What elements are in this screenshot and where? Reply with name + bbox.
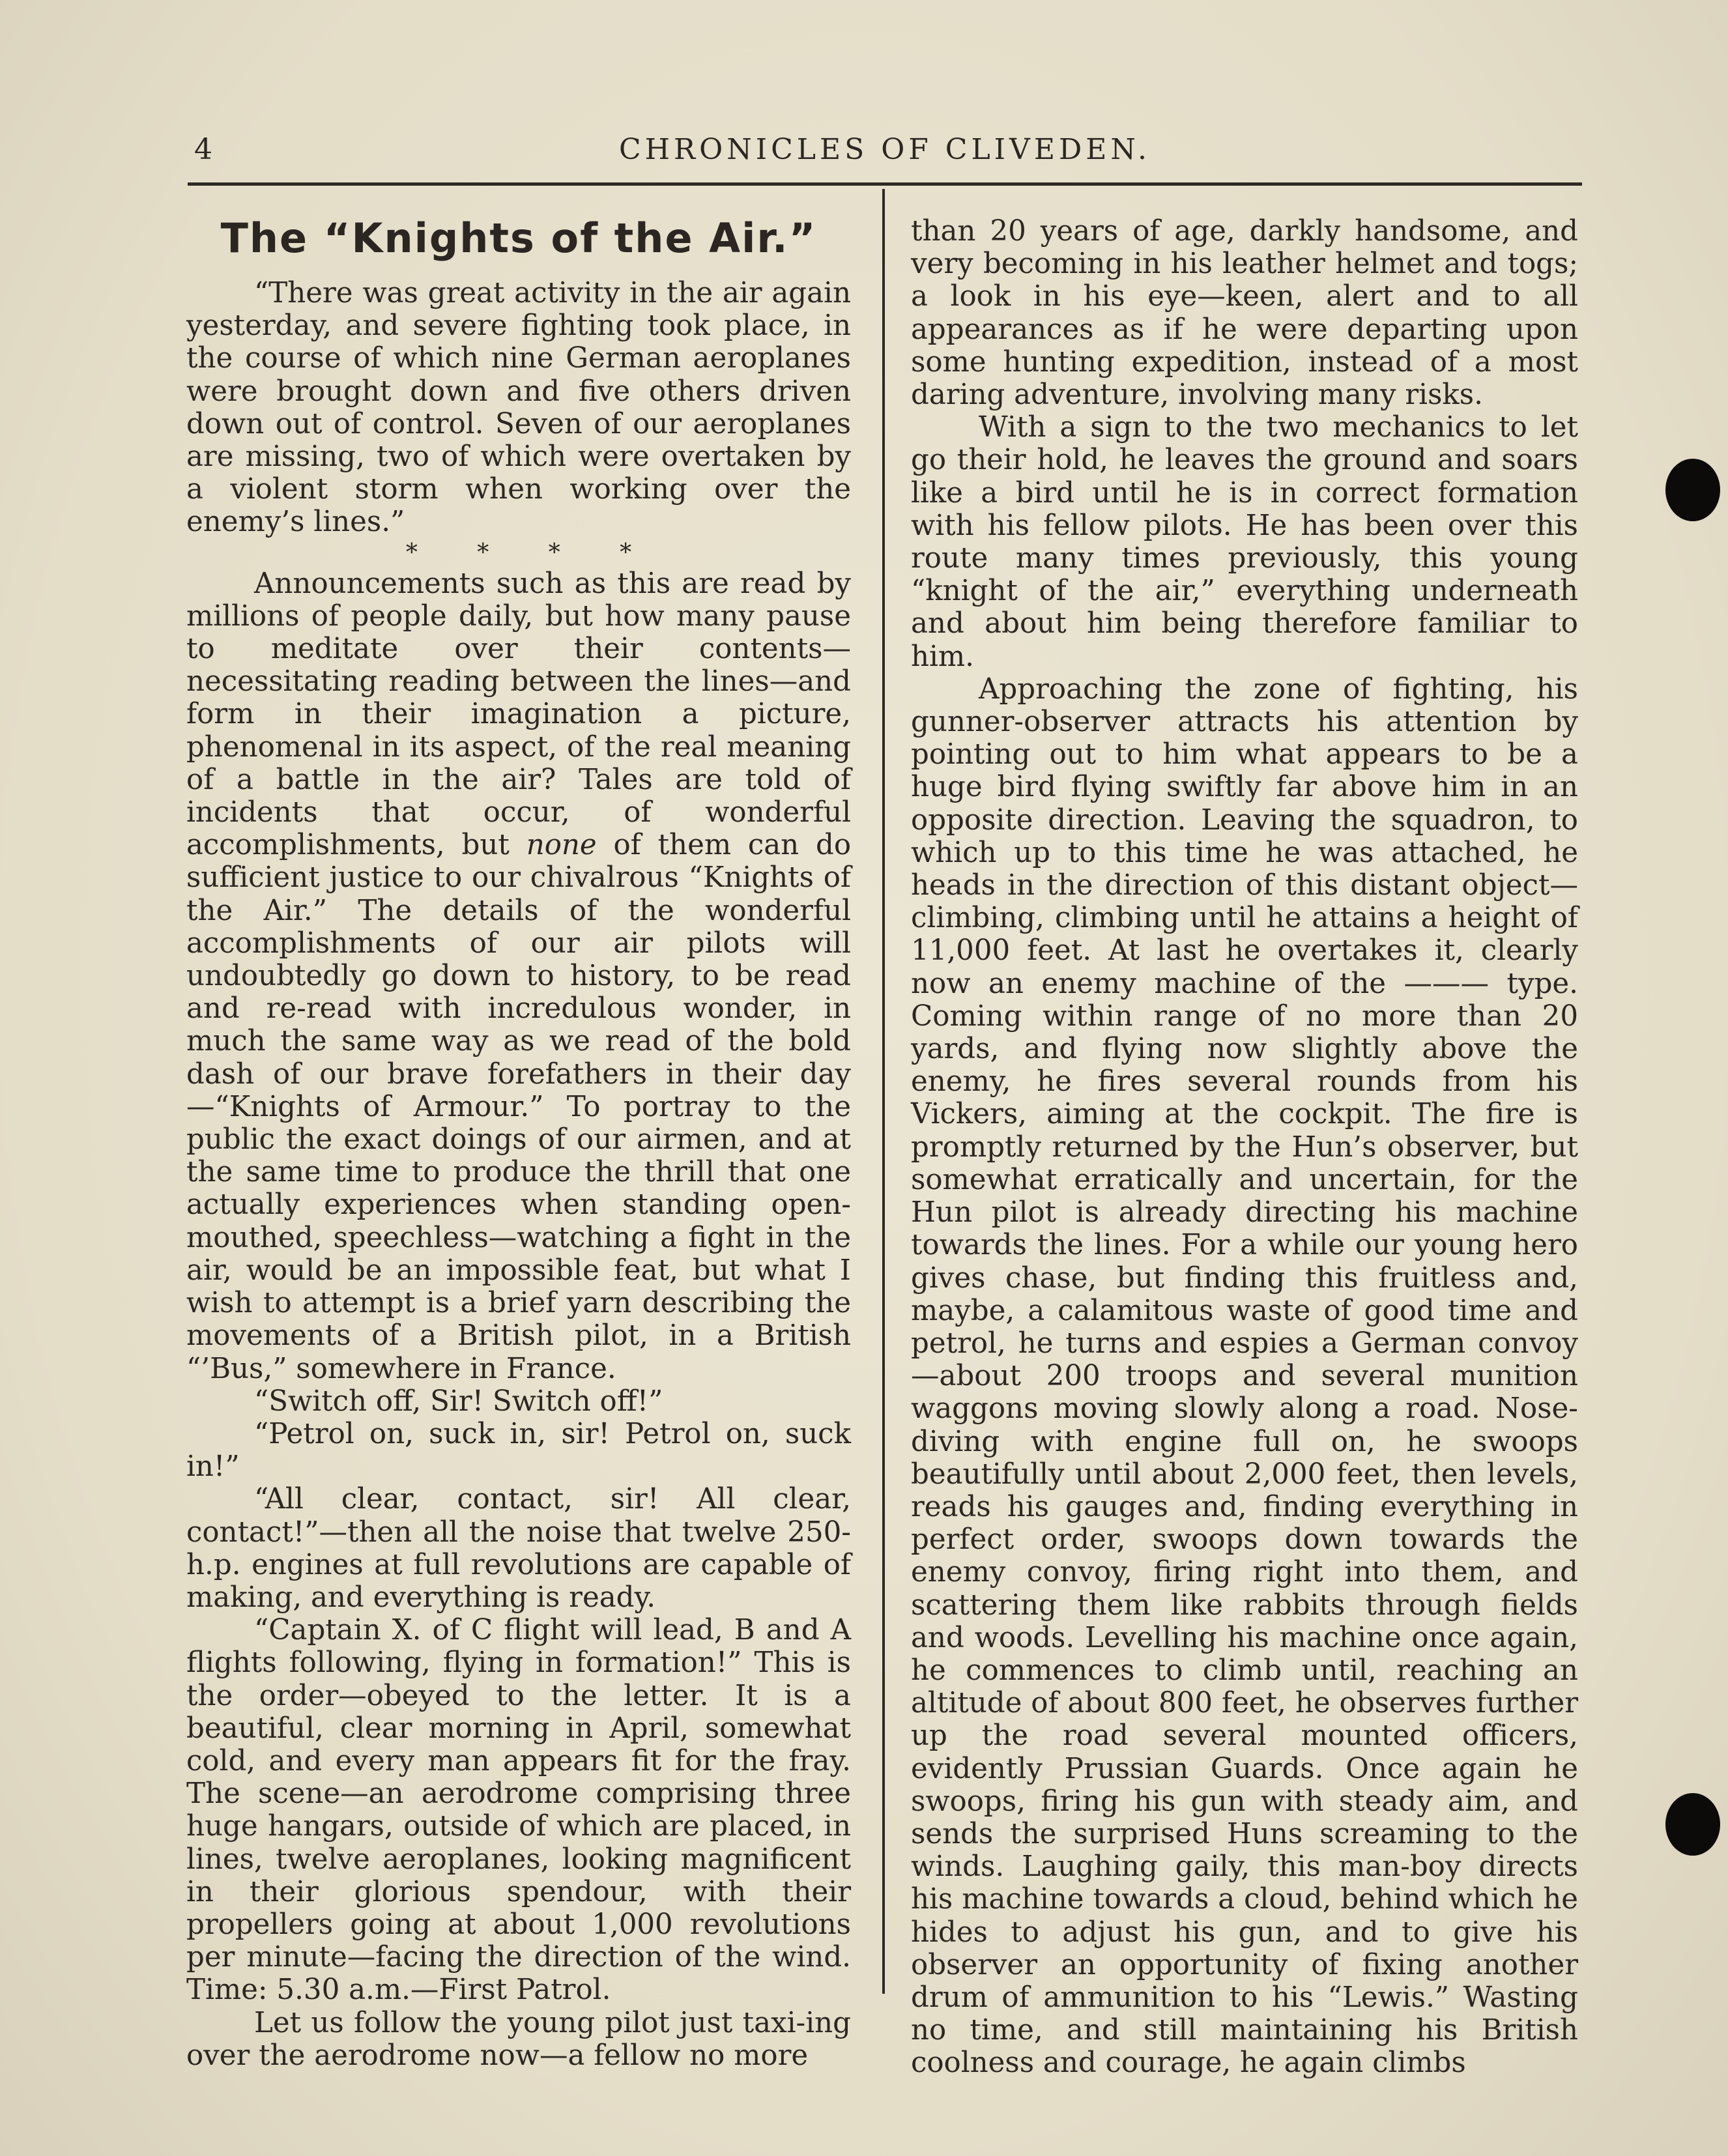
article-title: The “Knights of the Air.” (220, 214, 817, 262)
binding-hole (1665, 1793, 1720, 1856)
header-rule (188, 182, 1582, 186)
section-stars: * * * * (405, 539, 658, 566)
emphasis-word: none (526, 829, 597, 862)
dialogue-line: “All clear, contact, sir! All clear, contact!”—then all the noise that twelve 250-h.p. engines at full revolutions are capable of making, and everything is ready. (186, 1483, 851, 1614)
page-number: 4 (194, 133, 212, 166)
quote-paragraph: “There was great activity in the air again yesterday, and severe fighting took place, in the course of which nine German aeroplanes were brought down and five others driven down out of control. Seven of our aeroplanes are missing, two of which were overtaken by a violent storm when working over the enemy’s lines.” (186, 277, 851, 539)
binding-hole (1665, 459, 1720, 521)
body-text: Announcements such as this are read by millions of people daily, but how many pause to meditate over their contents—necessitating reading between the lines—and form in their imagination a picture, phenomenal in its aspect, of the real meaning of a battle in the air? Tales are told of incidents that occur, of wonderful accomplishments, but (186, 567, 851, 862)
running-title: CHRONICLES OF CLIVEDEN. (618, 133, 1151, 166)
body-text: of them can do sufficient justice to our chivalrous “Knights of the Air.” The details of the wonderful accomplishments of our air pilots will undoubtedly go down to history, to be read and re-read with incredulous wonder, in much the same way as we read of the bold dash of our brave forefathers in their day—“Knights of Armour.” To portray to the public the exact doings of our airmen, and at the same time to produce the thrill that one actually experiences when standing open-mouthed, speechless—watching a fight in the air, would be an impossible feat, but what I wish to attempt is a brief yarn describing the movements of a British pilot, in a British “’Bus,” somewhere in France. (186, 829, 852, 1385)
body-paragraph: than 20 years of age, darkly handsome, and very becoming in his leather helmet and togs; a look in his eye—keen, alert and to all appearances as if he were departing upon some hunting expedition, instead of a most daring adventure, involving many risks. (911, 215, 1578, 412)
left-column (186, 277, 851, 2072)
body-paragraph (186, 568, 851, 1385)
body-paragraph: With a sign to the two mechanics to let go their hold, he leaves the ground and soars like a bird until he is in correct formation with his fellow pilots. He has been over this route many times previously, this young “knight of the air,” everything underneath and about him being therefore familiar to him. (911, 411, 1578, 673)
dialogue-line: “Switch off, Sir! Switch off!” (254, 1385, 663, 1418)
body-paragraph: Approaching the zone of fighting, his gunner-observer attracts his attention by pointing out to him what appears to be a huge bird flying swiftly far above him in an opposite direction. Leaving the squadron, to which up to this time he was attached, he heads in the direction of this distant object—climbing, climbing until he attains a height of 11,000 feet. At last he overtakes it, clearly now an enemy machine of the ——— type. Coming within range of no more than 20 yards, and flying now slightly above the enemy, he fires several rounds from his Vickers, aiming at the cockpit. The fire is promptly returned by the Hun’s observer, but somewhat erratically and uncertain, for the Hun pilot is already directing his machine towards the lines. For a while our young hero gives chase, but finding this fruitless and, maybe, a calamitous waste of good time and petrol, he turns and espies a German convoy—about 200 troops and several munition waggons moving slowly along a road. Nose-diving with engine full on, he swoops beautifully until about 2,000 feet, then levels, reads his gauges and, finding everything in perfect order, swoops down towards the enemy convoy, firing right into them, and scattering them like rabbits through fields and woods. Levelling his machine once again, he commences to climb until, reaching an altitude of about 800 feet, he observes further up the road several mounted officers, evidently Prussian Guards. Once again he swoops, firing his gun with steady aim, and sends the surprised Huns screaming to the winds. Laughing gaily, this man-boy directs his machine towards a cloud, behind which he hides to adjust his gun, and to give his observer an opportunity of fixing another drum of ammunition to his “Lewis.” Wasting no time, and still maintaining his British coolness and courage, he again climbs (911, 672, 1578, 2080)
body-paragraph: Let us follow the young pilot just taxi-ing over the aerodrome now—a fellow no more (186, 2006, 851, 2072)
dialogue-line: “Petrol on, suck in, sir! Petrol on, suck in!” (186, 1417, 851, 1484)
page-header (188, 129, 1582, 175)
column-divider (882, 189, 885, 1994)
right-column (911, 215, 1578, 2080)
body-paragraph: “Captain X. of C flight will lead, B and A flights following, flying in formation!” This is the order—obeyed to the letter. It is a beautiful, clear morning in April, somewhat cold, and every man appears fit for the fray. The scene—an aerodrome comprising three huge hangars, outside of which are placed, in lines, twelve aeroplanes, looking magnificent in their glorious spendour, with their propellers going at about 1,000 revolutions per minute—facing the direction of the wind. Time: 5.30 a.m.—First Patrol. (186, 1614, 851, 2007)
